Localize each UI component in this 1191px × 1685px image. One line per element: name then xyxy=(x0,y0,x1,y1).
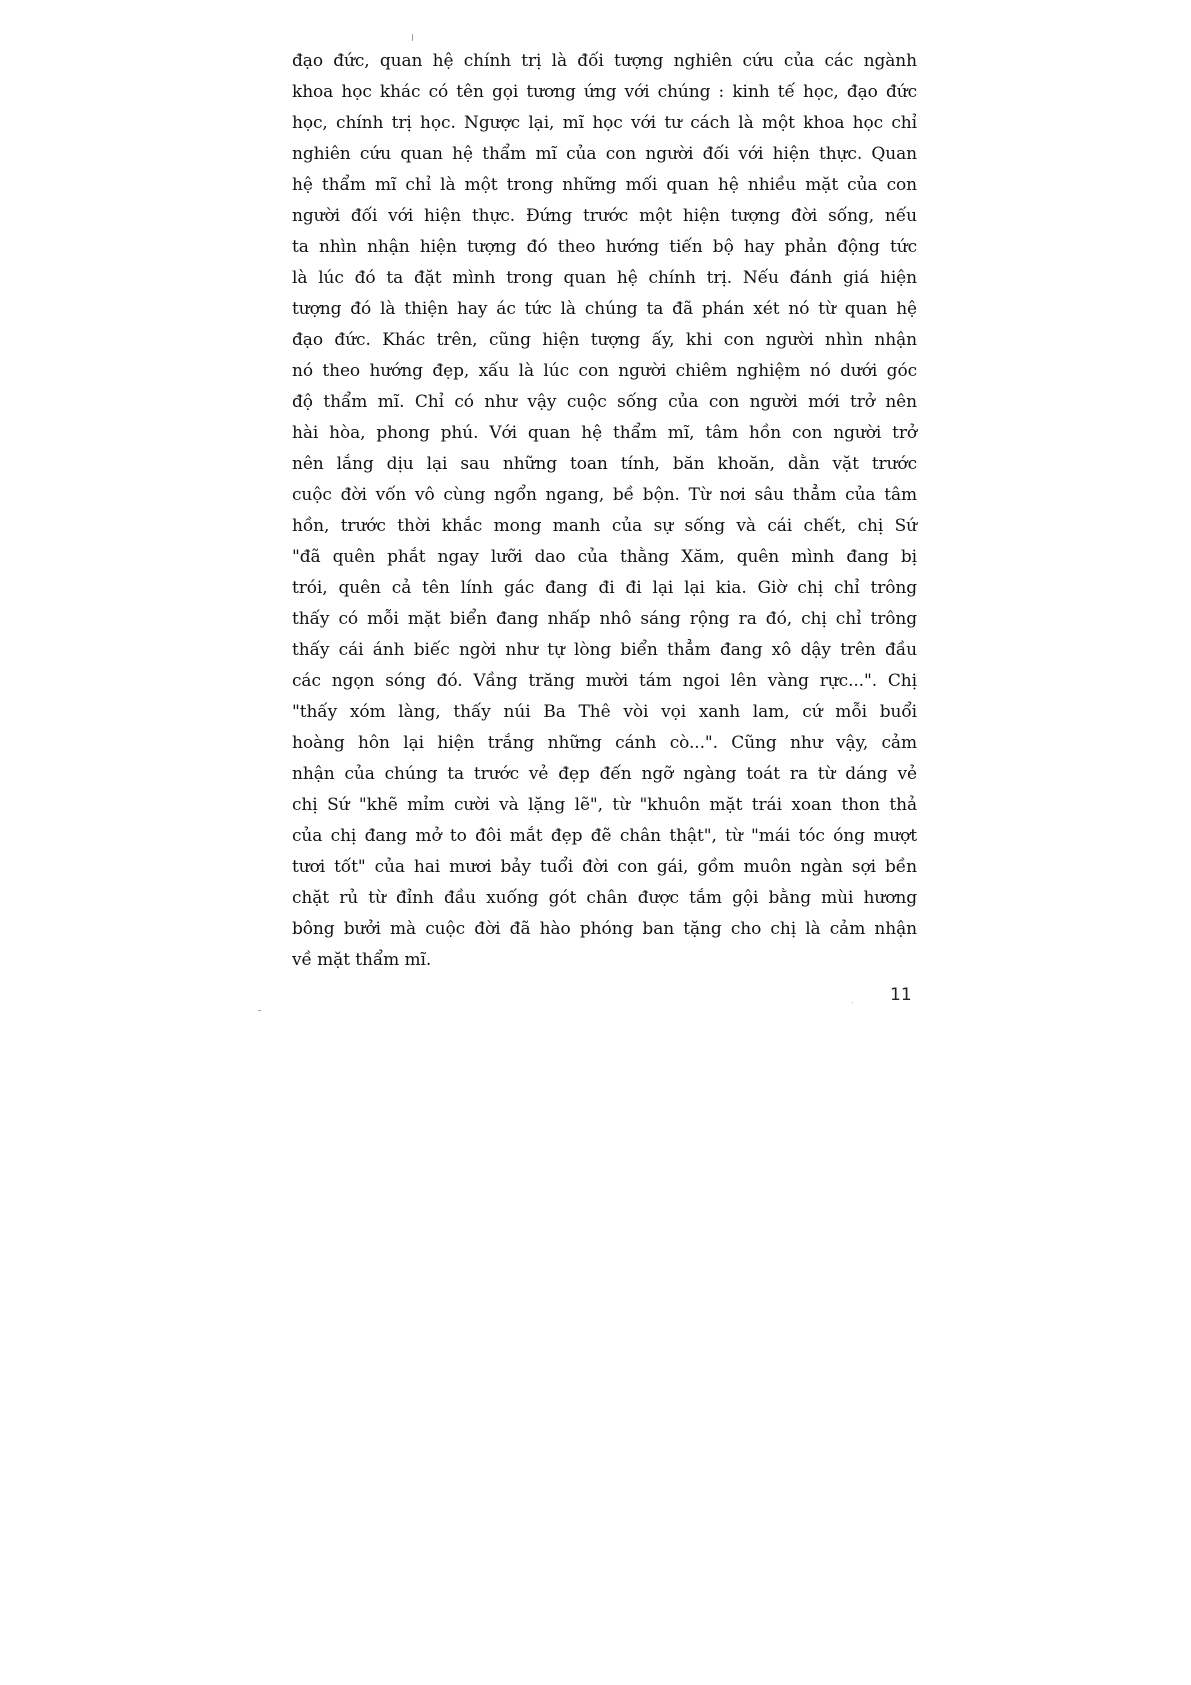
text-line: tươi tốt" của hai mươi bảy tuổi đời con gái, gồm muôn ngàn sợi bền xyxy=(292,857,917,877)
text-line: nó theo hướng đẹp, xấu là lúc con người chiêm nghiệm nó dưới góc xyxy=(292,361,917,381)
text-line: khoa học khác có tên gọi tương ứng với chúng : kinh tế học, đạo đức xyxy=(292,82,917,102)
text-line: hồn, trước thời khắc mong manh của sự sống và cái chết, chị Sứ xyxy=(292,516,917,536)
text-line: trói, quên cả tên lính gác đang đi đi lại lại kia. Giờ chị chỉ trông xyxy=(292,578,917,598)
text-line: đạo đức, quan hệ chính trị là đối tượng nghiên cứu của các ngành xyxy=(292,51,917,71)
text-line: là lúc đó ta đặt mình trong quan hệ chính trị. Nếu đánh giá hiện xyxy=(292,268,917,288)
text-line: người đối với hiện thực. Đứng trước một hiện tượng đời sống, nếu xyxy=(292,206,917,226)
text-line: độ thẩm mĩ. Chỉ có như vậy cuộc sống của con người mới trở nên xyxy=(292,392,917,412)
text-line: hoàng hôn lại hiện trắng những cánh cò...". Cũng như vậy, cảm xyxy=(292,733,917,753)
text-line: thấy cái ánh biếc ngời như tự lòng biển thẳm đang xô dậy trên đầu xyxy=(292,640,917,660)
text-line: về mặt thẩm mĩ. xyxy=(292,950,432,970)
scan-speck xyxy=(412,34,413,41)
body-text xyxy=(292,46,917,976)
text-line: "thấy xóm làng, thấy núi Ba Thê vòi vọi xanh lam, cứ mỗi buổi xyxy=(292,702,917,722)
text-line: các ngọn sóng đó. Vầng trăng mười tám ngoi lên vàng rực...". Chị xyxy=(292,671,917,691)
text-line: ta nhìn nhận hiện tượng đó theo hướng tiến bộ hay phản động tức xyxy=(292,237,917,257)
text-line: nên lắng dịu lại sau những toan tính, băn khoăn, dằn vặt trước xyxy=(292,454,917,474)
text-line: thấy có mỗi mặt biển đang nhấp nhô sáng rộng ra đó, chị chỉ trông xyxy=(292,609,917,629)
text-line: cuộc đời vốn vô cùng ngổn ngang, bề bộn. Từ nơi sâu thẳm của tâm xyxy=(292,485,917,505)
text-line: "đã quên phắt ngay lưỡi dao của thằng Xăm, quên mình đang bị xyxy=(292,547,917,567)
text-line: nghiên cứu quan hệ thẩm mĩ của con người đối với hiện thực. Quan xyxy=(292,144,917,164)
text-line: bông bưởi mà cuộc đời đã hào phóng ban tặng cho chị là cảm nhận xyxy=(292,919,917,939)
scan-speck xyxy=(258,1010,261,1011)
text-line: chặt rủ từ đỉnh đầu xuống gót chân được tắm gội bằng mùi hương xyxy=(292,888,917,908)
text-line: của chị đang mở to đôi mắt đẹp đẽ chân thật", từ "mái tóc óng mượt xyxy=(292,826,917,846)
text-line: học, chính trị học. Ngược lại, mĩ học với tư cách là một khoa học chỉ xyxy=(292,113,917,133)
text-line: hài hòa, phong phú. Với quan hệ thẩm mĩ, tâm hồn con người trở xyxy=(292,423,917,443)
text-line: đạo đức. Khác trên, cũng hiện tượng ấy, khi con người nhìn nhận xyxy=(292,330,917,350)
text-line: nhận của chúng ta trước vẻ đẹp đến ngỡ ngàng toát ra từ dáng vẻ xyxy=(292,764,917,784)
text-line: chị Sứ "khẽ mỉm cười và lặng lẽ", từ "khuôn mặt trái xoan thon thả xyxy=(292,795,917,815)
text-line: tượng đó là thiện hay ác tức là chúng ta đã phán xét nó từ quan hệ xyxy=(292,299,917,319)
text-line: hệ thẩm mĩ chỉ là một trong những mối quan hệ nhiều mặt của con xyxy=(292,175,917,195)
page-number: 11 xyxy=(890,985,912,1005)
scan-speck xyxy=(852,1002,853,1003)
